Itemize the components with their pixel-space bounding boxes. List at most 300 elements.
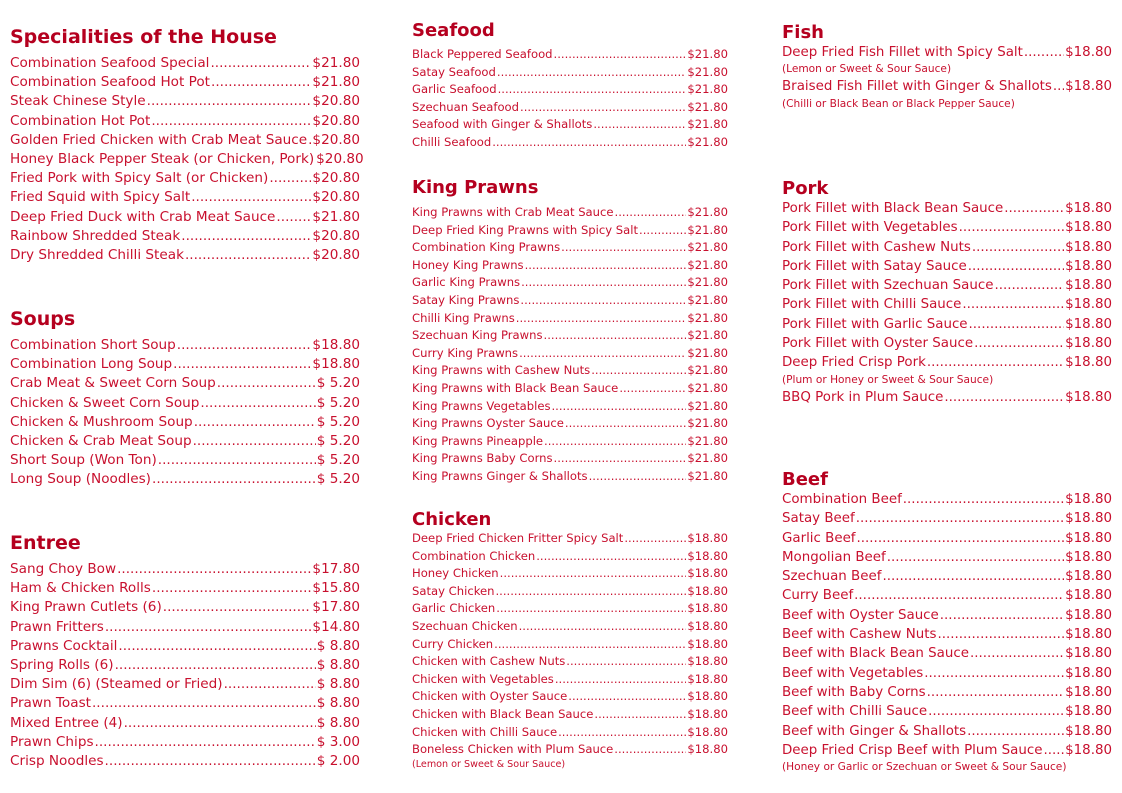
menu-item [10,675,360,694]
menu-item-price: $18.80 [1065,607,1112,623]
menu-item [412,600,728,618]
menu-item-name: Szechuan King Prawns [412,328,543,343]
menu-item-name: BBQ Pork in Plum Sauce [782,389,944,405]
dot-leader [962,295,1064,314]
dot-leader [521,274,686,292]
section-title: Fish [782,22,824,43]
menu-item-price: $18.80 [1065,569,1112,585]
menu-item-name: King Prawn Cutlets (6) [10,599,162,616]
menu-item [412,46,728,64]
dot-leader [938,625,1065,644]
menu-item-name: Prawn Fritters [10,618,104,635]
menu-item [412,548,728,566]
menu-item-name: King Prawns Ginger & Shallots [412,468,588,483]
menu-item-price: $18.80 [687,706,728,721]
section-king-prawns [412,177,728,486]
menu-item-name: Chicken & Mushroom Soup [10,413,193,430]
dot-leader [500,565,687,583]
menu-item-name: Honey Black Pepper Steak (or Chicken, Pork) [10,151,315,168]
menu-item-name: Mongolian Beef [782,549,886,565]
menu-item-name: Combination Seafood Hot Pot [10,74,211,91]
item-list [412,530,728,771]
menu-item-price: $ 2.00 [316,753,360,770]
dot-leader [552,398,687,416]
menu-item [782,683,1112,702]
menu-item-name: Chicken with Black Bean Sauce [412,706,594,721]
menu-item-price: $20.80 [312,227,360,244]
menu-item [782,741,1112,760]
menu-item [412,671,728,689]
dot-leader [211,73,311,92]
dot-leader [594,706,686,724]
menu-item [10,694,360,713]
dot-leader [1053,77,1064,96]
dot-leader [544,327,687,345]
menu-item-price: $18.80 [1065,278,1112,294]
menu-item-name: Short Soup (Won Ton) [10,452,157,469]
menu-item-price: $21.80 [687,328,728,343]
menu-item-name: Combination Hot Pot [10,112,151,129]
menu-item-price: $18.80 [1065,684,1112,700]
menu-item-name: Honey Chicken [412,566,499,581]
menu-item [412,134,728,152]
menu-item-name: Prawns Cocktail [10,637,118,654]
menu-item-price: $21.80 [687,433,728,448]
section-title: Entree [10,532,81,554]
menu-item-price: $ 5.20 [316,375,360,392]
item-list [782,199,1112,407]
menu-item-name: Steak Chinese Style [10,93,146,110]
menu-item-price: $18.80 [1065,355,1112,371]
menu-item [10,246,360,265]
menu-item-price: $21.80 [687,416,728,431]
menu-item-price: $ 8.80 [316,676,360,693]
menu-item-name: King Prawns Baby Corns [412,451,553,466]
menu-item [412,583,728,601]
menu-item [412,310,728,328]
menu-item [412,64,728,82]
menu-item [10,112,360,131]
item-list [782,490,1112,775]
menu-item-price: $18.80 [687,618,728,633]
menu-item-price: $18.80 [687,566,728,581]
menu-item [412,222,728,240]
menu-item-name: Seafood with Ginger & Shallots [412,117,593,132]
menu-item [782,625,1112,644]
menu-item [10,451,360,470]
section-title: Specialities of the House [10,26,277,48]
menu-item [10,169,360,188]
menu-item-name: Pork Fillet with Chilli Sauce [782,297,962,313]
menu-item-price: $18.80 [687,583,728,598]
menu-item-name: Pork Fillet with Garlic Sauce [782,316,968,332]
menu-item-name: Satay Beef [782,511,855,527]
dot-leader [516,310,687,328]
menu-item-name: Prawn Toast [10,695,91,712]
menu-item-price: $21.80 [687,240,728,255]
dot-leader [152,579,312,598]
menu-item-price: $ 8.80 [316,657,360,674]
menu-item-name: Rainbow Shredded Steak [10,227,181,244]
menu-item [782,295,1112,314]
menu-item-name: Curry Beef [782,588,854,604]
section-pork [782,178,1112,407]
dot-leader [95,733,316,752]
menu-item [782,388,1112,407]
menu-item-name: Garlic Seafood [412,82,497,97]
dot-leader [887,548,1064,567]
menu-item-price: $18.80 [1065,704,1112,720]
menu-item-price: $21.80 [687,310,728,325]
dot-leader [568,688,686,706]
dot-leader [147,92,312,111]
menu-item-name: Deep Fried Crisp Beef with Plum Sauce [782,742,1043,758]
section-entree [10,532,360,771]
menu-item-price: $21.80 [687,398,728,413]
section-beef [782,469,1112,775]
dot-leader [994,276,1064,295]
menu-item [782,548,1112,567]
menu-item-name: Curry Chicken [412,636,494,651]
dot-leader [495,583,686,601]
menu-item [412,618,728,636]
menu-item [782,490,1112,509]
dot-leader [525,257,687,275]
menu-item-name: Crab Meat & Sweet Corn Soup [10,375,216,392]
menu-item [412,380,728,398]
dot-leader [105,752,316,771]
dot-leader [974,334,1064,353]
menu-item-price: $18.80 [1065,389,1112,405]
menu-item-name: Combination Long Soup [10,356,173,373]
menu-item-price: $18.80 [1065,316,1112,332]
dot-leader [924,664,1064,683]
menu-item-price: $ 8.80 [316,695,360,712]
menu-item-price: $17.80 [312,561,360,577]
menu-item-price: $15.80 [312,580,360,597]
dot-leader [194,413,316,432]
menu-item-name: Satay Seafood [412,64,496,79]
dot-leader [185,246,311,265]
dot-leader [593,116,686,134]
menu-item-name: Garlic Chicken [412,601,496,616]
menu-item-name: Szechuan Seafood [412,99,520,114]
menu-item [10,470,360,489]
menu-item [412,81,728,99]
menu-item-price: $18.80 [687,601,728,616]
item-list [10,336,360,490]
menu-item-name: King Prawns Vegetables [412,398,551,413]
menu-item-name: Curry King Prawns [412,345,519,360]
menu-item [782,702,1112,721]
dot-leader [968,257,1064,276]
dot-leader [554,46,687,64]
menu-item-price: $18.80 [687,689,728,704]
menu-item [412,204,728,222]
dot-leader [269,169,311,188]
section-seafood [412,20,728,152]
menu-item [782,334,1112,353]
dot-leader [619,380,686,398]
menu-item [10,394,360,413]
menu-item-name: Pork Fillet with Cashew Nuts [782,239,971,255]
section-fish [782,22,1112,112]
menu-item-price: $21.80 [687,345,728,360]
menu-item-name: Combination King Prawns [412,240,561,255]
dot-leader [92,694,316,713]
menu-item [782,276,1112,295]
menu-item [10,374,360,393]
menu-item-price: $14.80 [312,618,360,635]
menu-item [782,43,1112,62]
menu-item-name: Chilli King Prawns [412,310,515,325]
menu-item-price: $21.80 [687,47,728,61]
menu-item-note: (Lemon or Sweet & Sour Sauce) [782,63,952,76]
menu-item-price: $ 8.80 [316,714,360,731]
dot-leader [967,722,1064,741]
menu-item-price: $18.80 [1065,627,1112,643]
dot-leader [854,586,1064,605]
menu-item [782,586,1112,605]
menu-item [10,579,360,598]
dot-leader [1004,199,1064,218]
menu-item-name: Szechuan Chicken [412,618,518,633]
menu-item-name: Fried Squid with Spicy Salt [10,189,191,206]
menu-item-price: $21.80 [687,134,728,149]
dot-leader [940,606,1064,625]
menu-item [782,315,1112,334]
menu-item [782,722,1112,741]
dot-leader [519,345,686,363]
menu-item [10,432,360,451]
menu-item [10,54,360,73]
menu-item-price: $21.80 [687,64,728,79]
dot-leader [591,362,686,380]
dot-leader [639,222,686,240]
menu-item [412,99,728,117]
menu-item [782,353,1112,372]
item-list [412,46,728,152]
menu-item-price: $20.80 [312,93,360,110]
dot-leader [624,530,686,548]
menu-item-name: Chilli Seafood [412,134,492,149]
dot-leader [173,355,311,374]
dot-leader [308,131,311,150]
dot-leader [118,637,315,656]
menu-item [10,733,360,752]
dot-leader [492,134,686,152]
menu-item [412,327,728,345]
menu-item-price: $21.80 [687,205,728,219]
menu-item-price: $20.80 [312,247,360,264]
menu-item [10,92,360,111]
item-list [10,560,360,771]
menu-item-name: Black Peppered Seafood [412,47,553,61]
menu-item-price: $18.80 [687,636,728,651]
menu-item [10,752,360,771]
menu-item-price: $20.80 [312,170,360,187]
menu-item [10,714,360,733]
menu-item-name: King Prawns Oyster Sauce [412,416,564,431]
menu-item-price: $ 3.00 [316,733,360,750]
menu-item-name: Garlic King Prawns [412,275,521,290]
menu-item [412,433,728,451]
menu-item-note: (Plum or Honey or Sweet & Sour Sauce) [782,373,994,386]
menu-item-price: $ 5.20 [316,471,360,488]
menu-item-price: $18.80 [687,724,728,739]
menu-item-name: Combination Seafood Special [10,55,210,71]
section-chicken [412,509,728,771]
menu-item-name: Beef with Chilli Sauce [782,704,928,720]
dot-leader [857,529,1065,548]
menu-item [782,77,1112,96]
menu-item [412,362,728,380]
menu-item [10,188,360,207]
dot-leader [615,204,687,222]
menu-item [412,116,728,134]
menu-item-price: $ 5.20 [316,413,360,430]
menu-item-name: Beef with Ginger & Shallots [782,723,967,739]
menu-item [10,560,360,579]
dot-leader [928,702,1064,721]
menu-item [412,292,728,310]
dot-leader [105,618,312,637]
dot-leader [944,388,1064,407]
menu-item [10,227,360,246]
menu-item-name: Golden Fried Chicken with Crab Meat Sauce [10,131,308,148]
dot-leader [561,239,686,257]
menu-item-note: (Lemon or Sweet & Sour Sauce) [412,758,566,770]
menu-item-name: Dry Shredded Chilli Steak [10,247,184,264]
menu-item-price: $20.80 [312,189,360,206]
dot-leader [927,683,1064,702]
menu-item [782,238,1112,257]
menu-item-price: $18.80 [312,337,360,353]
menu-item [412,530,728,548]
menu-item [412,398,728,416]
menu-item-price: $21.80 [687,292,728,307]
menu-item [782,529,1112,548]
dot-leader [1024,43,1064,62]
menu-item-name: Garlic Beef [782,530,856,546]
menu-item-name: Sang Choy Bow [10,561,117,577]
menu-item-price: $21.80 [687,257,728,272]
menu-item-price: $18.80 [687,742,728,757]
item-list [412,204,728,486]
menu-item-name: Deep Fried King Prawns with Spicy Salt [412,222,639,237]
menu-item [10,598,360,617]
menu-item-price: $21.80 [687,275,728,290]
dot-leader [882,567,1064,586]
menu-item-name: Chicken with Vegetables [412,671,554,686]
section-title: Pork [782,178,829,199]
menu-item-name: Ham & Chicken Rolls [10,580,151,597]
menu-item-name: Chicken with Cashew Nuts [412,654,566,669]
dot-leader [558,724,686,742]
menu-item [782,199,1112,218]
menu-item-price: $21.80 [687,117,728,132]
menu-item-price: $18.80 [687,671,728,686]
menu-item-name: Beef with Oyster Sauce [782,607,939,623]
menu-item [782,644,1112,663]
menu-item-name: Pork Fillet with Vegetables [782,220,958,236]
menu-item-price: $17.80 [312,599,360,616]
menu-item-price: $18.80 [1065,549,1112,565]
menu-item-name: Pork Fillet with Satay Sauce [782,258,967,274]
dot-leader [498,81,687,99]
menu-item [412,741,728,759]
menu-item-note: (Honey or Garlic or Szechuan or Sweet & Sour Sauce) [782,761,1067,774]
dot-leader [494,636,686,654]
dot-leader [566,653,686,671]
dot-leader [181,227,311,246]
menu-item [10,656,360,675]
dot-leader [972,238,1064,257]
menu-item-price: $21.80 [687,222,728,237]
dot-leader [554,450,687,468]
menu-item-name: Pork Fillet with Szechuan Sauce [782,278,994,294]
menu-item-price: $ 5.20 [316,433,360,450]
menu-item-price: $18.80 [1065,723,1112,739]
section-specialities [10,26,364,265]
menu-item-name: Beef with Cashew Nuts [782,627,937,643]
menu-item-name: Deep Fried Crisp Pork [782,355,926,371]
dot-leader [177,336,312,355]
menu-item-note: (Chilli or Black Bean or Black Pepper Sauce) [782,97,1015,110]
menu-item-name: Chicken with Chilli Sauce [412,724,558,739]
menu-item-name: King Prawns with Cashew Nuts [412,363,591,378]
menu-item [412,688,728,706]
menu-item-name: Combination Short Soup [10,337,176,353]
menu-item-name: Dim Sim (6) (Steamed or Fried) [10,676,223,693]
menu-item-price: $20.80 [316,151,364,168]
dot-leader [191,188,311,207]
menu-item-price: $18.80 [1065,239,1112,255]
section-title: Soups [10,308,76,330]
menu-item-name: Pork Fillet with Oyster Sauce [782,336,974,352]
menu-item [10,413,360,432]
menu-item-name: Braised Fish Fillet with Ginger & Shallots [782,79,1052,95]
menu-item-name: Chicken & Crab Meat Soup [10,433,192,450]
menu-item-price: $18.80 [312,356,360,373]
dot-leader [117,560,311,579]
menu-item-price: $18.80 [1065,297,1112,313]
dot-leader [544,433,686,451]
menu-item-price: $21.80 [687,363,728,378]
dot-leader [217,374,316,393]
section-title: King Prawns [412,177,539,198]
menu-item-price: $18.80 [1065,201,1112,216]
menu-item [412,706,728,724]
dot-leader [520,99,686,117]
menu-item-name: Mixed Entree (4) [10,714,123,731]
dot-leader [224,675,316,694]
menu-item-price: $18.80 [1065,646,1112,662]
menu-item-price: $18.80 [1065,220,1112,236]
menu-item-price: $18.80 [687,531,728,545]
menu-item-price: $21.80 [312,55,360,71]
dot-leader [151,112,311,131]
menu-item [412,274,728,292]
menu-item-price: $18.80 [687,548,728,563]
dot-leader [124,714,316,733]
menu-item-name: King Prawns with Black Bean Sauce [412,380,619,395]
dot-leader [1043,741,1064,760]
menu-item [782,218,1112,237]
section-title: Seafood [412,20,495,41]
menu-item [782,664,1112,683]
menu-item-price: $21.80 [312,208,360,225]
